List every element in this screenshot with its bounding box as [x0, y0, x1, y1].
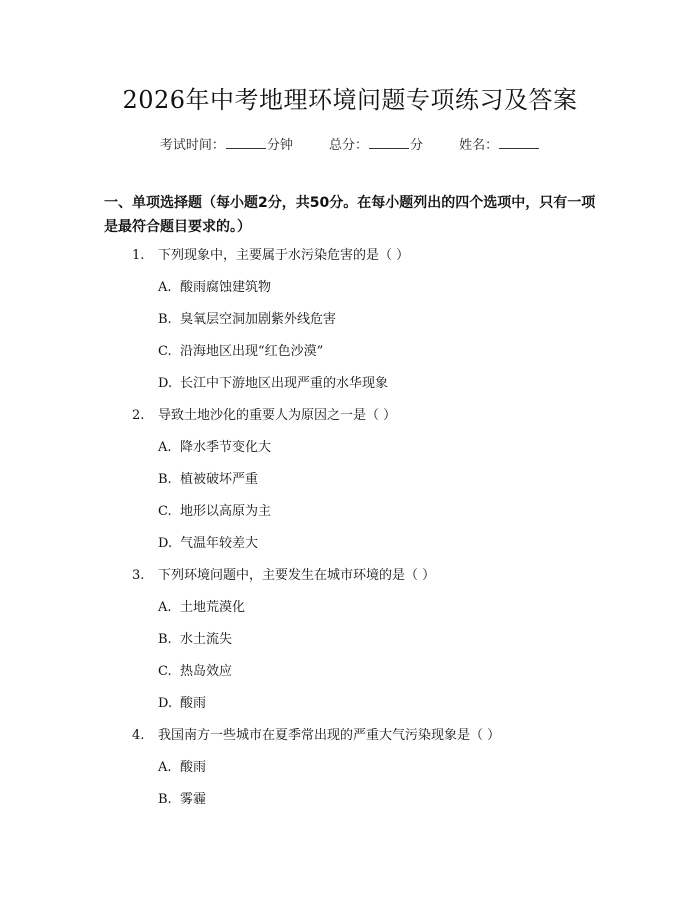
option-letter: B. [158, 632, 172, 647]
option-text: 水土流失 [180, 632, 233, 647]
option-text: 沿海地区出现“红色沙漠” [180, 344, 324, 359]
option[interactable] [158, 500, 271, 519]
option-letter: B. [158, 792, 172, 807]
exam-name-blank[interactable] [499, 136, 539, 149]
option[interactable] [158, 468, 258, 487]
exam-time-blank[interactable] [226, 136, 266, 149]
option-text: 酸雨腐蚀建筑物 [180, 280, 272, 295]
option[interactable] [158, 756, 206, 775]
option[interactable] [158, 596, 245, 615]
option-letter: C. [158, 664, 172, 679]
option-letter: B. [158, 312, 172, 327]
option-text: 酸雨 [180, 760, 207, 775]
exam-name-label: 姓名： [459, 138, 499, 153]
option-letter: A. [158, 600, 172, 615]
exam-score-label: 总分： [328, 138, 368, 153]
option-text: 气温年较差大 [180, 536, 259, 551]
option-text: 植被破坏严重 [180, 472, 259, 487]
question [132, 404, 396, 423]
question-text: 导致土地沙化的重要人为原因之一是（ ） [158, 408, 397, 423]
option-letter: D. [158, 696, 173, 711]
option-letter: D. [158, 536, 173, 551]
question-text: 下列环境问题中，主要发生在城市环境的是（ ） [158, 568, 436, 583]
option-text: 土地荒漠化 [180, 600, 246, 615]
option[interactable] [158, 372, 388, 391]
section-title: 一、单项选择题（每小题2分，共50分。在每小题列出的四个选项中，只有一项是最符合题目要求的。） [104, 195, 596, 235]
option[interactable] [158, 660, 232, 679]
question [132, 244, 409, 263]
option[interactable] [158, 692, 206, 711]
exam-meta [0, 134, 700, 153]
option-letter: A. [158, 280, 172, 295]
option-text: 雾霾 [180, 792, 207, 807]
question-number: 3. [132, 568, 145, 583]
option-text: 酸雨 [180, 696, 207, 711]
exam-score-blank[interactable] [369, 136, 409, 149]
option[interactable] [158, 532, 258, 551]
exam-score [329, 138, 427, 153]
option-text: 降水季节变化大 [180, 440, 272, 455]
question [132, 564, 435, 583]
question-text: 我国南方一些城市在夏季常出现的严重大气污染现象是（ ） [158, 728, 501, 743]
option-text: 热岛效应 [180, 664, 233, 679]
document-title: 2026年中考地理环境问题专项练习及答案 [122, 86, 578, 114]
option-text: 臭氧层空洞加剧紫外线危害 [180, 312, 337, 327]
question-number: 4. [132, 728, 145, 743]
question-number: 1. [132, 248, 145, 263]
exam-score-unit: 分 [410, 138, 424, 153]
option-letter: A. [158, 760, 172, 775]
exam-name [459, 138, 540, 153]
exam-time [160, 138, 297, 153]
option-letter: C. [158, 344, 172, 359]
question-number: 2. [132, 408, 145, 423]
question [132, 724, 500, 743]
option[interactable] [158, 628, 232, 647]
option-letter: A. [158, 440, 172, 455]
option[interactable] [158, 340, 323, 359]
exam-time-unit: 分钟 [266, 138, 293, 153]
option[interactable] [158, 788, 206, 807]
question-text: 下列现象中，主要属于水污染危害的是（ ） [158, 248, 410, 263]
option-text: 长江中下游地区出现严重的水华现象 [180, 376, 389, 391]
exam-time-label: 考试时间： [159, 138, 225, 153]
option-letter: C. [158, 504, 172, 519]
option-letter: D. [158, 376, 173, 391]
option[interactable] [158, 436, 271, 455]
option-letter: B. [158, 472, 172, 487]
option[interactable] [158, 308, 336, 327]
option-text: 地形以高原为主 [180, 504, 272, 519]
option[interactable] [158, 276, 271, 295]
